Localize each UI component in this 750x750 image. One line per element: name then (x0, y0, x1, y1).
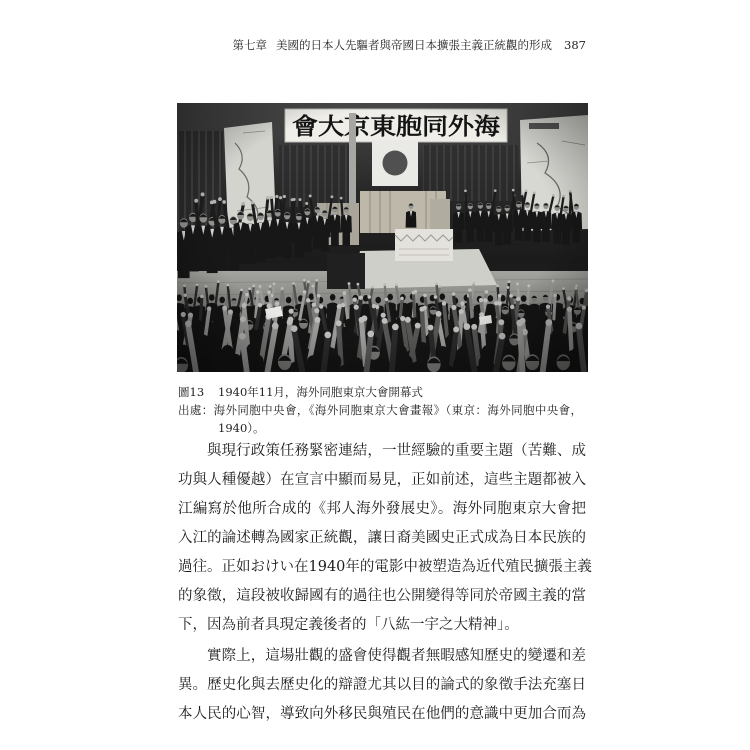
body-line: 功與人種優越）在宣言中顯而易見，正如前述，這些主題都被入 (178, 472, 586, 488)
chapter-title: 美國的日本人先驅者與帝國日本擴張主義正統觀的形成 (276, 38, 553, 52)
page-number: 387 (564, 38, 586, 52)
body-line: 的象徵，這段被收歸國有的過往也公開變得等同於帝國主義的當 (178, 588, 586, 604)
body-line: 入江的論述轉為國家正統觀，讓日裔美國史正式成為日本民族的 (178, 530, 586, 546)
figure-number: 圖13 (178, 385, 205, 399)
body-text (178, 437, 592, 729)
figure-photo (177, 103, 588, 372)
body-line: 下，因為前者具現定義後者的「八紘一宇之大精神」。 (178, 617, 519, 633)
body-line: 江編寫於他所合成的《邦人海外發展史》。海外同胞東京大會把 (178, 501, 586, 517)
caption-source-line: 出處：海外同胞中央會，《海外同胞東京大會畫報》（東京：海外同胞中央會， (178, 403, 582, 417)
caption-title-line (178, 383, 582, 401)
running-head (178, 37, 586, 53)
assembly-photo (177, 103, 588, 372)
body-line: 本人民的心智，導致向外移民與殖民在他們的意識中更加合而為 (178, 706, 586, 722)
body-line: 實際上，這場壯觀的盛會使得觀者無暇感知歷史的變遷和差 (207, 648, 586, 664)
body-line: 異。歷史化與去歷史化的辯證尤其以目的論式的象徵手法充塞日 (178, 677, 586, 693)
chapter-label: 第七章 (232, 38, 268, 52)
caption-title: 1940年11月，海外同胞東京大會開幕式 (218, 385, 423, 399)
figure-caption (178, 383, 582, 437)
photo-vignette (177, 103, 588, 372)
body-paragraph (178, 437, 592, 640)
body-line: 與現行政策任務緊密連結，一世經驗的重要主題（苦難、成 (207, 443, 586, 459)
caption-source-line: 1940）。 (218, 421, 265, 435)
body-line: 過往。正如おけい在1940年的電影中被塑造為近代殖民擴張主義 (178, 559, 592, 575)
body-paragraph (178, 642, 586, 729)
